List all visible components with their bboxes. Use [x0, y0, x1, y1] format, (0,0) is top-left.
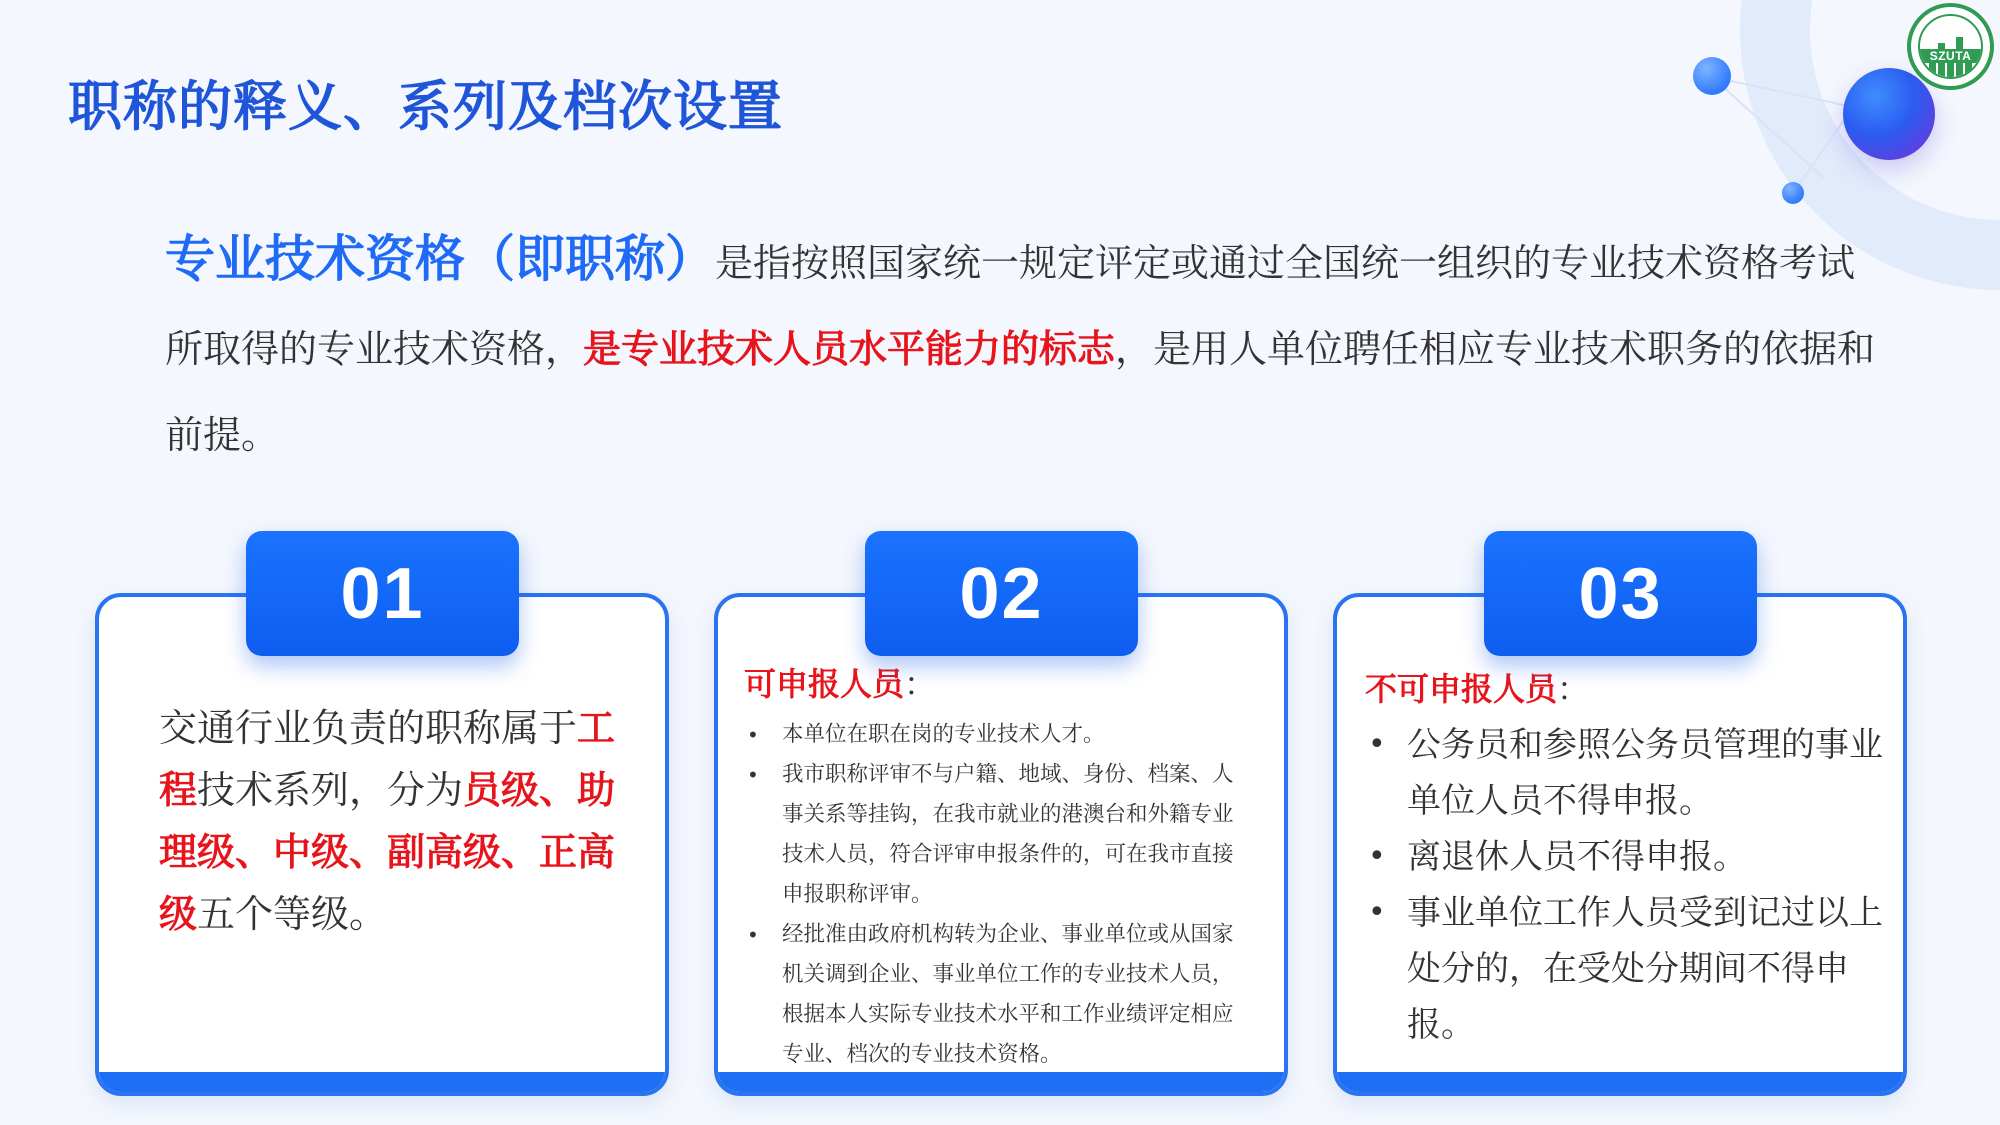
text-segment: 五个等级。	[197, 892, 388, 936]
eligible-list	[744, 715, 1254, 1075]
heading-label: 可申报人员	[744, 665, 905, 703]
heading-label: 不可申报人员	[1365, 670, 1558, 708]
list-item: • 我市职称评审不与户籍、地域、身份、档案、人事关系等挂钩，在我市就业的港澳台和外籍专业技术人员，符合评审申报条件的，可在我市直接申报职称评审。	[744, 755, 1254, 915]
intro-paragraph	[165, 216, 1880, 478]
intro-highlight: 是专业技术人员水平能力的标志	[583, 327, 1116, 371]
list-item: • 经批准由政府机构转为企业、事业单位或从国家机关调到企业、事业单位工作的专业技术人员，根据本人实际专业技术水平和工作业绩评定相应专业、档次的专业技术资格。	[744, 915, 1254, 1075]
heading-colon: ：	[1557, 670, 1590, 708]
card-text	[159, 697, 629, 945]
intro-text: ，是用人单位聘任相应专业技术职务的依据和前提。	[165, 327, 1876, 457]
text-highlight: 工程	[159, 706, 616, 812]
page-title: 职称的释义、系列及档次设置	[68, 75, 783, 138]
card-grade-levels	[95, 593, 669, 1096]
list-item: • 本单位在职在岗的专业技术人才。	[744, 715, 1254, 755]
intro-term: 专业技术资格（即职称）	[165, 230, 715, 288]
decorative-sphere-small	[1782, 182, 1804, 204]
list-item: • 离退休人员不得申报。	[1365, 829, 1895, 885]
card-ineligible-applicants	[1333, 593, 1907, 1096]
card-number-badge: 02	[865, 531, 1138, 656]
intro-text: 是指按照国家统一规定评定或通过全国统一组织的专业技术资格考试所取得的专业技术资格，	[165, 241, 1856, 371]
card-heading	[1365, 664, 1589, 710]
ineligible-list	[1365, 717, 1895, 1053]
heading-colon: ：	[904, 665, 937, 703]
logo-text: SZUTA	[1920, 49, 1981, 63]
decorative-sphere-large	[1843, 68, 1935, 160]
text-segment: 技术系列，分为	[197, 768, 464, 812]
card-eligible-applicants	[714, 593, 1288, 1096]
logo-emblem	[1918, 14, 1983, 79]
text-segment: 交通行业负责的职称属于	[159, 706, 578, 750]
list-item: • 公务员和参照公务员管理的事业单位人员不得申报。	[1365, 717, 1895, 829]
text-highlight: 员级、助理级、中级、副高级、正高级	[159, 768, 616, 936]
card-number-badge: 01	[246, 531, 519, 656]
card-number-badge: 03	[1484, 531, 1757, 656]
decorative-sphere-small	[1693, 57, 1731, 95]
card-heading	[744, 659, 936, 705]
list-item: • 事业单位工作人员受到记过以上处分的，在受处分期间不得申报。	[1365, 885, 1895, 1053]
szuta-logo	[1907, 3, 1994, 90]
